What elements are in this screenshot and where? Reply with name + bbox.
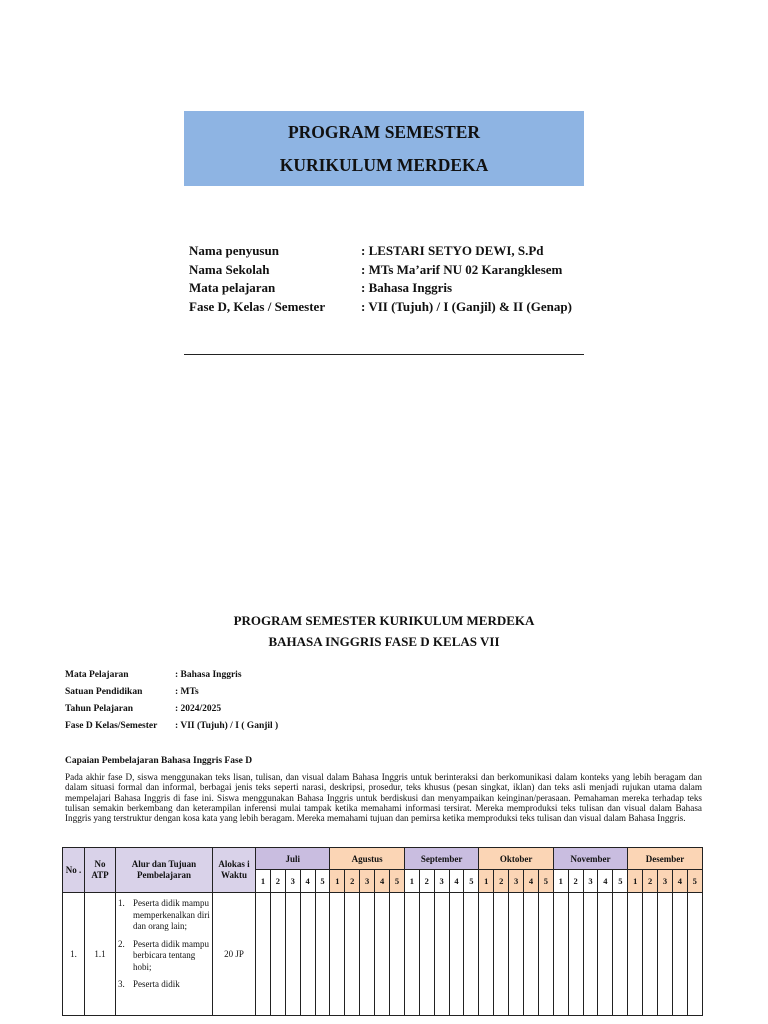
week-schedule-cell <box>479 893 494 1016</box>
week-schedule-cell <box>449 893 464 1016</box>
header-alur: Alur dan Tujuan Pembelajaran <box>116 848 213 893</box>
week-header-cell: 5 <box>538 870 553 893</box>
week-schedule-cell <box>345 893 360 1016</box>
cover-divider <box>184 354 584 355</box>
info-row <box>189 262 609 281</box>
info-row <box>189 243 609 262</box>
week-schedule-cell <box>494 893 509 1016</box>
atp-item-number: 1. <box>118 898 125 908</box>
meta-label: Mata Pelajaran <box>65 670 129 680</box>
week-header-cell: 4 <box>449 870 464 893</box>
week-schedule-cell <box>658 893 673 1016</box>
week-schedule-cell <box>509 893 524 1016</box>
week-header-cell: 1 <box>553 870 568 893</box>
atp-item-number: 2. <box>118 938 125 949</box>
info-value: : LESTARI SETYO DEWI, S.Pd <box>361 243 544 258</box>
week-schedule-cell <box>256 893 271 1016</box>
info-row <box>189 280 609 299</box>
meta-label: Fase D Kelas/Semester <box>65 721 158 731</box>
week-header-cell: 2 <box>345 870 360 893</box>
week-header-cell: 3 <box>658 870 673 893</box>
meta-row <box>65 704 365 721</box>
week-header-cell: 5 <box>687 870 702 893</box>
month-header-september: September <box>404 848 478 870</box>
week-schedule-cell <box>613 893 628 1016</box>
meta-value: : MTs <box>175 687 199 697</box>
info-value: : Bahasa Inggris <box>361 280 453 295</box>
week-header-cell: 2 <box>270 870 285 893</box>
week-schedule-cell <box>598 893 613 1016</box>
info-value: : MTs Ma’arif NU 02 Karangklesem <box>361 261 563 277</box>
meta-label: Satuan Pendidikan <box>65 687 143 697</box>
info-value: : VII (Tujuh) / I (Ganjil) & II (Genap) <box>361 298 572 314</box>
meta-value: : 2024/2025 <box>175 704 222 714</box>
week-header-cell: 1 <box>256 870 271 893</box>
atp-item-text: Peserta didik <box>133 979 180 989</box>
cover-title-line1: PROGRAM SEMESTER <box>287 122 481 142</box>
week-schedule-cell <box>628 893 643 1016</box>
atp-item <box>116 939 212 974</box>
week-schedule-cell <box>538 893 553 1016</box>
meta-row <box>65 687 365 704</box>
atp-item-number: 3. <box>118 979 125 989</box>
header-alokasi: Alokas i Waktu <box>213 848 256 893</box>
meta-value: : VII (Tujuh) / I ( Ganjil ) <box>175 721 279 731</box>
month-header-juli: Juli <box>256 848 330 870</box>
week-schedule-cell <box>672 893 687 1016</box>
week-header-cell: 4 <box>300 870 315 893</box>
cp-paragraph: Pada akhir fase D, siswa menggunakan teks lisan, tulisan, dan visual dalam Bahasa Inggris untuk berinteraksi dan berkomunikasi dalam konteks yang lebih beragam dan dalam situasi formal dan informal, berbagai jenis teks seperti narasi, deskripsi, prosedur, teks khusus (pesan singkat, iklan) dan teks asli menjadi rujukan utama dalam mempelajari Bahasa Inggris di fase ini. Siswa menggunakan Bahasa Inggris untuk berdiskusi dan menyampaikan keinginan/perasaan. Pemahaman mereka terhadap teks tulisan semakin berkembang dan keterampilan inferensi mulai tampak ketika memahami informasi tersirat. Mereka memproduksi teks tulisan dan visual dalam Bahasa Inggris yang terstruktur dengan kosa kata yang lebih beragam. Mereka memahami tujuan dan pemirsa ketika memproduksi teks tulisan dan visual dalam Bahasa Inggris. <box>65 772 702 824</box>
week-schedule-cell <box>553 893 568 1016</box>
week-schedule-cell <box>360 893 375 1016</box>
week-header-cell: 2 <box>568 870 583 893</box>
atp-item <box>116 979 212 991</box>
table-header-row-months <box>63 848 703 870</box>
row-no-atp: 1.1 <box>85 893 116 1016</box>
week-schedule-cell <box>315 893 330 1016</box>
week-schedule-cell <box>419 893 434 1016</box>
semester-program-table <box>62 847 703 1016</box>
week-schedule-cell <box>524 893 539 1016</box>
week-schedule-cell <box>687 893 702 1016</box>
week-header-cell: 3 <box>583 870 598 893</box>
month-header-agustus: Agustus <box>330 848 404 870</box>
atp-item <box>116 898 212 933</box>
row-no: 1. <box>63 893 85 1016</box>
row-atp-cell <box>116 893 213 1016</box>
info-label: Mata pelajaran <box>189 280 276 295</box>
meta-row <box>65 721 365 738</box>
info-label: Fase D, Kelas / Semester <box>189 298 326 314</box>
cp-heading: Capaian Pembelajaran Bahasa Inggris Fase D <box>65 756 253 766</box>
program-title: PROGRAM SEMESTER KURIKULUM MERDEKA <box>233 613 535 628</box>
week-header-cell: 3 <box>285 870 300 893</box>
week-header-cell: 2 <box>419 870 434 893</box>
week-header-cell: 4 <box>598 870 613 893</box>
week-schedule-cell <box>404 893 419 1016</box>
week-schedule-cell <box>330 893 345 1016</box>
week-schedule-cell <box>568 893 583 1016</box>
week-schedule-cell <box>285 893 300 1016</box>
week-header-cell: 3 <box>509 870 524 893</box>
row-alokasi: 20 JP <box>213 893 256 1016</box>
program-subtitle: BAHASA INGGRIS FASE D KELAS VII <box>268 634 500 649</box>
info-label: Nama penyusun <box>189 243 279 258</box>
info-label: Nama Sekolah <box>189 261 270 277</box>
month-header-oktober: Oktober <box>479 848 553 870</box>
week-header-cell: 5 <box>390 870 405 893</box>
week-header-cell: 2 <box>643 870 658 893</box>
header-no-atp: No ATP <box>85 848 116 893</box>
atp-item-text: Peserta didik mampu berbicara tentang hobi; <box>133 938 209 972</box>
week-schedule-cell <box>300 893 315 1016</box>
week-header-cell: 1 <box>330 870 345 893</box>
meta-block <box>65 670 365 738</box>
week-header-cell: 4 <box>672 870 687 893</box>
week-header-cell: 1 <box>404 870 419 893</box>
week-schedule-cell <box>434 893 449 1016</box>
week-schedule-cell <box>643 893 658 1016</box>
month-header-desember: Desember <box>628 848 702 870</box>
header-no: No . <box>63 848 85 893</box>
atp-list <box>116 898 212 1015</box>
week-schedule-cell <box>390 893 405 1016</box>
week-header-cell: 4 <box>375 870 390 893</box>
week-header-cell: 5 <box>613 870 628 893</box>
cover-title-line2: KURIKULUM MERDEKA <box>279 155 489 175</box>
cover-info-block <box>189 243 609 317</box>
week-header-cell: 5 <box>315 870 330 893</box>
meta-label: Tahun Pelajaran <box>65 704 134 714</box>
week-schedule-cell <box>270 893 285 1016</box>
meta-value: : Bahasa Inggris <box>175 670 242 680</box>
info-row <box>189 299 609 318</box>
meta-row <box>65 670 365 687</box>
atp-item-text: Peserta didik mampu memperkenalkan diri dan orang lain; <box>133 898 210 931</box>
week-header-cell: 5 <box>464 870 479 893</box>
cover-title-box <box>184 111 584 186</box>
week-header-cell: 2 <box>494 870 509 893</box>
week-schedule-cell <box>375 893 390 1016</box>
week-header-cell: 1 <box>628 870 643 893</box>
month-header-november: November <box>553 848 627 870</box>
table-row <box>63 893 703 1016</box>
week-schedule-cell <box>464 893 479 1016</box>
week-header-cell: 3 <box>434 870 449 893</box>
week-header-cell: 1 <box>479 870 494 893</box>
week-header-cell: 4 <box>524 870 539 893</box>
week-schedule-cell <box>583 893 598 1016</box>
week-header-cell: 3 <box>360 870 375 893</box>
